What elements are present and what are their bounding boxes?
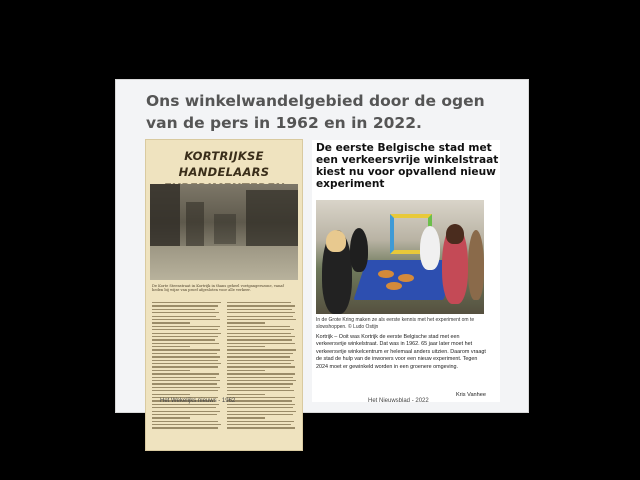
text-line (227, 326, 290, 327)
text-line (152, 343, 219, 344)
text-line (152, 339, 215, 340)
text-line (152, 360, 218, 361)
text-line (227, 366, 295, 367)
clipping-2022-body: Kortrijk – Ooit was Kortrijk de eerste Belgische stad met een verkeersvrije winkelstraat. Dat was in 1962. 65 jaar later moet het verkeersvrije winkelcentrum er helemaal anders uitzien. Daarom vraagt de stad de hulp van de inwoners voor een nieuw experiment. Tegen 2024 moet er gewinkeld worden in een groenere omgeving. (316, 334, 486, 370)
text-line (152, 326, 220, 327)
text-line (227, 380, 296, 381)
text-line (227, 394, 265, 395)
text-line (227, 343, 295, 344)
text-line (152, 319, 220, 320)
text-line (227, 417, 265, 418)
text-line (152, 387, 220, 388)
text-line (227, 329, 294, 330)
text-line (227, 373, 295, 374)
text-line (152, 383, 217, 384)
text-line (152, 414, 217, 415)
text-line (227, 305, 295, 306)
text-line (152, 366, 218, 367)
text-line (227, 397, 295, 398)
text-line (152, 380, 220, 381)
text-line (152, 309, 215, 310)
text-line (152, 421, 218, 422)
text-line (227, 346, 265, 347)
text-line (152, 411, 220, 412)
text-line (227, 370, 265, 371)
text-line (152, 390, 218, 391)
text-line (227, 427, 295, 428)
clipping-1962-article-text (152, 302, 296, 431)
text-line (227, 302, 291, 303)
clipping-2022-author: Kris Vanhee (455, 392, 486, 398)
text-line (227, 349, 296, 350)
text-line (152, 302, 221, 303)
text-line (152, 377, 216, 378)
text-line (152, 305, 218, 306)
text-line (227, 333, 291, 334)
text-line (152, 336, 218, 337)
clipping-1962-title-line1: KORTRIJKSE HANDELAARS (178, 149, 270, 179)
text-line (152, 370, 190, 371)
text-line (152, 424, 221, 425)
text-line (227, 411, 296, 412)
text-line (227, 339, 292, 340)
clipping-2022-table-photo (316, 200, 484, 314)
text-line (152, 346, 190, 347)
text-line (227, 424, 291, 425)
text-line (152, 349, 220, 350)
text-line (152, 329, 218, 330)
text-line (227, 353, 293, 354)
text-line (227, 322, 265, 323)
text-line (227, 336, 295, 337)
text-line (227, 387, 290, 388)
clipping-2022-title: De eerste Belgische stad met een verkeersvrije winkelstraat kiest nu voor opvallend nieuw experiment (316, 142, 499, 190)
clipping-1962-street-photo (150, 184, 298, 280)
text-line (227, 414, 293, 415)
text-line (227, 400, 292, 401)
clipping-2022-photo-caption: In de Grote Kring maken ze als eerste kennis met het experiment om te slowshoppen. © Ludo Ostijn (316, 317, 475, 330)
text-line (152, 407, 216, 408)
page-headline: Ons winkelwandelgebied door de ogen van de pers in 1962 en in 2022. (146, 92, 485, 132)
text-line (227, 312, 295, 313)
text-line (227, 377, 293, 378)
text-line (152, 356, 220, 357)
text-line (152, 316, 216, 317)
text-line (152, 312, 219, 313)
text-line (227, 356, 290, 357)
newspaper-clipping-2022 (312, 140, 500, 402)
text-line (227, 407, 293, 408)
text-line (152, 333, 221, 334)
text-line (152, 394, 190, 395)
text-line (227, 383, 293, 384)
text-line (227, 309, 292, 310)
text-line (152, 353, 217, 354)
source-label-1962: Het Wekelijks nieuws - 1962 (160, 398, 236, 404)
text-line (227, 316, 293, 317)
text-line (227, 404, 295, 405)
text-line (152, 373, 219, 374)
source-label-2022: Het Nieuwsblad - 2022 (368, 398, 429, 404)
text-line (227, 360, 294, 361)
article-card (116, 80, 528, 412)
text-line (152, 363, 221, 364)
text-line (227, 319, 296, 320)
text-line (152, 427, 218, 428)
text-line (227, 390, 294, 391)
text-line (227, 421, 294, 422)
text-line (227, 363, 291, 364)
text-line (152, 417, 190, 418)
clipping-1962-photo-caption: De Korte Steenstraat in Kortrijk in thans geheel voetgangerszone, vanaf heden bij wijze van proef afgesloten voor alle verkeer. (152, 284, 284, 293)
text-line (152, 322, 190, 323)
